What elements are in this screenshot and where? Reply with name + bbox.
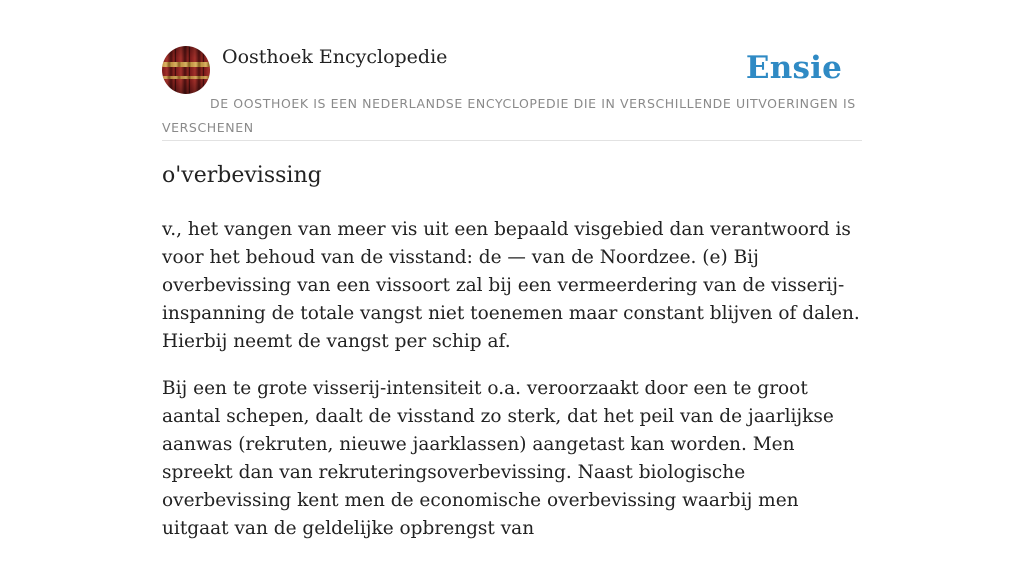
- brand-logo[interactable]: Ensie: [745, 50, 842, 86]
- entry-body: [162, 216, 867, 562]
- site-tagline: DE OOSTHOEK IS EEN NEDERLANDSE ENCYCLOPEDIE DIE IN VERSCHILLENDE UITVOERINGEN IS VERSCHENEN: [162, 96, 856, 135]
- entry-paragraph-2: Bij een te grote visserij-intensiteit o.a. veroorzaakt door een te groot aantal schepen, daalt de visstand zo sterk, dat het peil van de jaarlijkse aanwas (rekruten, nieuwe jaarklassen) aangetast kan worden. Men spreekt dan van rekruteringsoverbevissing. Naast biologische overbevissing kent men de economische overbevissing waarbij men uitgaat van de geldelijke opbrengst van: [162, 378, 834, 539]
- entry-paragraph-1: v., het vangen van meer vis uit een bepaald visgebied dan verantwoord is voor het behoud van de visstand: de — van de Noordzee. (e) Bij overbevissing van een vissoort zal bij een vermeerdering van de visserij-inspanning de totale vangst niet toenemen maar constant blijven of dalen. Hierbij neemt de vangst per schip af.: [162, 219, 860, 352]
- header: [162, 46, 862, 141]
- entry-title: o'verbevissing: [162, 163, 322, 188]
- site-name-link[interactable]: Oosthoek Encyclopedie: [222, 46, 448, 68]
- encyclopedia-avatar[interactable]: [162, 46, 210, 94]
